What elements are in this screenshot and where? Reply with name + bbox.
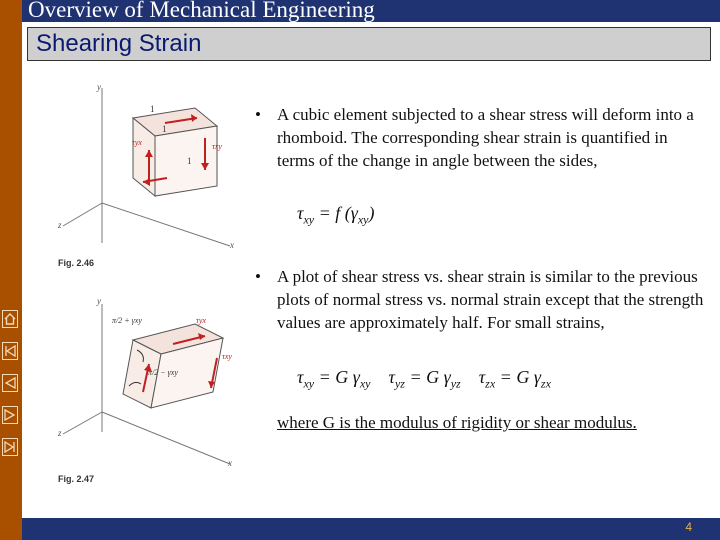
deck-title: Overview of Mechanical Engineering [28,0,375,22]
figure-2-46-label: Fig. 2.46 [58,258,95,268]
fig1-side-3: 1 [187,156,192,166]
fig2-angle-plus: π/2 + γxy [112,316,142,325]
previous-slide-button[interactable] [2,374,18,392]
eq1-rhs-sub: xy [357,212,369,227]
fig1-side-2: 1 [162,124,167,134]
bullet-2 [255,265,705,365]
fig1-tau-yx: τyx [132,138,142,147]
bullet-1-text: A cubic element subjected to a shear stress will deform into a rhomboid. The corresponding shear strain is quantified in terms of the change in angle between the sides, [277,105,694,170]
eq1-rhs: = f (γ [318,203,358,223]
fig2-tau-yx: τyx [196,316,206,325]
fig2-axis-z: z [58,428,62,438]
bullet-dot: • [255,267,261,286]
modulus-definition: where G is the modulus of rigidity or shear modulus. [277,413,637,432]
figure-2-47-label: Fig. 2.47 [58,474,95,484]
fig1-axis-z: z [58,220,62,230]
home-button[interactable] [2,310,18,328]
fig1-tau-xy: τxy [212,142,222,151]
first-slide-button[interactable] [2,342,18,360]
eq1-close: ) [368,203,375,223]
first-slide-icon [4,345,16,357]
slide-title: Shearing Strain [36,30,202,57]
equation-2 [297,367,551,392]
fig1-axis-x: x [230,240,234,250]
eq2-term-yz: $\tau_{yz} = G$ $\gamma_{yz}$ [388,367,461,391]
next-slide-button[interactable] [2,406,18,424]
fig2-axis-y: y [97,296,101,306]
fig1-axis-y: y [97,82,101,92]
next-slide-icon [4,409,16,421]
last-slide-icon [4,441,16,453]
eq2-term-xy: $\tau_{xy} = G$ $\gamma_{xy}$ [297,367,371,391]
figure-2-47-rhomboid [55,292,245,470]
previous-slide-icon [4,377,16,389]
bullet-1 [255,103,705,203]
left-side-bar [0,0,22,540]
bullet-2-text: A plot of shear stress vs. shear strain is similar to the previous plots of normal stress vs. normal strain except that the strength values are approximately half. For small strains, [277,267,704,332]
bottom-bar [22,518,720,540]
fig2-tau-xy: τxy [222,352,232,361]
fig2-axis-x: x [228,458,232,468]
eq1-lhs-sub: xy [303,212,315,227]
fig2-angle-minus: π/2 − γxy [148,368,178,377]
eq2-term-zx: $\tau_{zx} = G$ $\gamma_{zx}$ [478,367,551,391]
page-number: 4 [685,520,692,534]
bullet-dot: • [255,105,261,124]
home-icon [4,313,16,325]
fig1-side-1: 1 [150,104,155,114]
equation-1 [297,203,375,228]
slide-title-box [27,27,711,61]
eq1-lhs: τ [297,203,304,223]
last-slide-button[interactable] [2,438,18,456]
